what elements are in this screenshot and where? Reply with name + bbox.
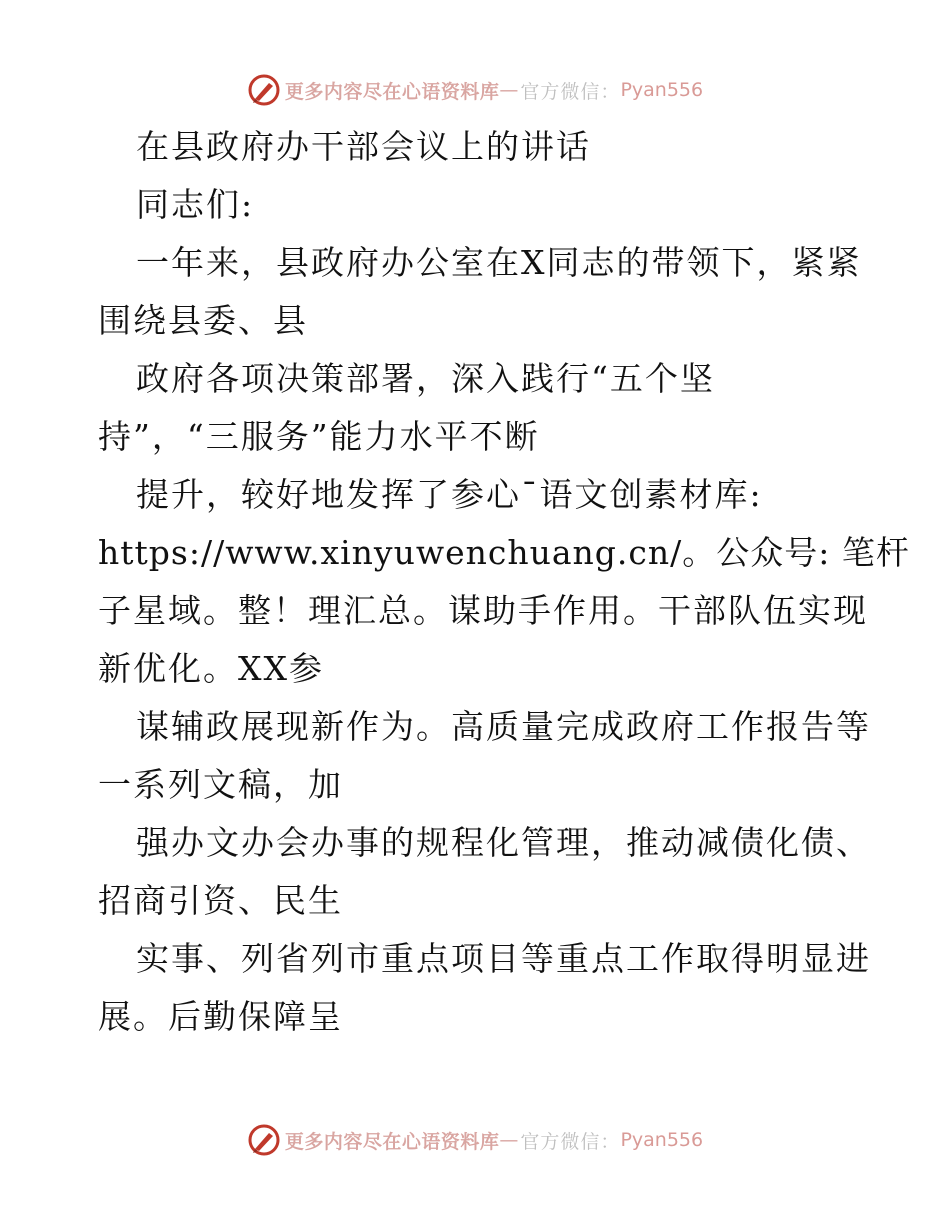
paragraph-line: 实事、列省列市重点项目等重点工作取得明显进 (136, 939, 871, 978)
paragraph-line: 展。后勤保障呈 (98, 997, 343, 1036)
banner-wechat-id: Pyan556 (620, 1129, 704, 1151)
banner-promo-text: 更多内容尽在心语资料库 (284, 80, 500, 103)
pen-circle-logo-icon (247, 1123, 281, 1157)
paragraph-line: 招商引资、民生 (98, 881, 343, 920)
paragraph-line: 持”，“三服务”能力水平不断 (98, 417, 540, 456)
paragraph-line-url: https://www.xinyuwenchuang.cn/。公众号: 笔杆 (98, 533, 910, 572)
pen-circle-logo-icon (247, 73, 281, 107)
banner-official-label: 官方微信： (520, 1130, 621, 1153)
salutation: 同志们: (136, 185, 255, 224)
paragraph-line: 强办文办会办事的规程化管理，推动减债化债、 (136, 823, 871, 862)
paragraph-line: 子星域。整！理汇总。谋助手作用。干部队伍实现 (98, 591, 868, 630)
paragraph-line: 一年来，县政府办公室在X同志的带领下，紧紧 (136, 243, 862, 282)
paragraph-line: 围绕县委、县 (98, 301, 308, 340)
header-banner (0, 70, 950, 110)
banner-official-label: 官方微信： (520, 80, 621, 103)
banner-separator: — (499, 1129, 519, 1151)
paragraph-line: 新优化。XX参 (98, 649, 324, 688)
banner-separator: — (499, 79, 519, 101)
document-title: 在县政府办干部会议上的讲话 (136, 127, 591, 166)
paragraph-line: 政府各项决策部署，深入践行“五个坚 (136, 359, 715, 398)
paragraph-line: 一系列文稿，加 (98, 765, 343, 804)
paragraph-line: 谋辅政展现新作为。高质量完成政府工作报告等 (136, 707, 871, 746)
document-body (98, 118, 910, 1046)
footer-banner (0, 1120, 950, 1160)
paragraph-line: 提升，较好地发挥了参心¯语文创素材库: (136, 475, 763, 514)
banner-promo-text: 更多内容尽在心语资料库 (284, 1130, 500, 1153)
banner-wechat-id: Pyan556 (620, 79, 704, 101)
